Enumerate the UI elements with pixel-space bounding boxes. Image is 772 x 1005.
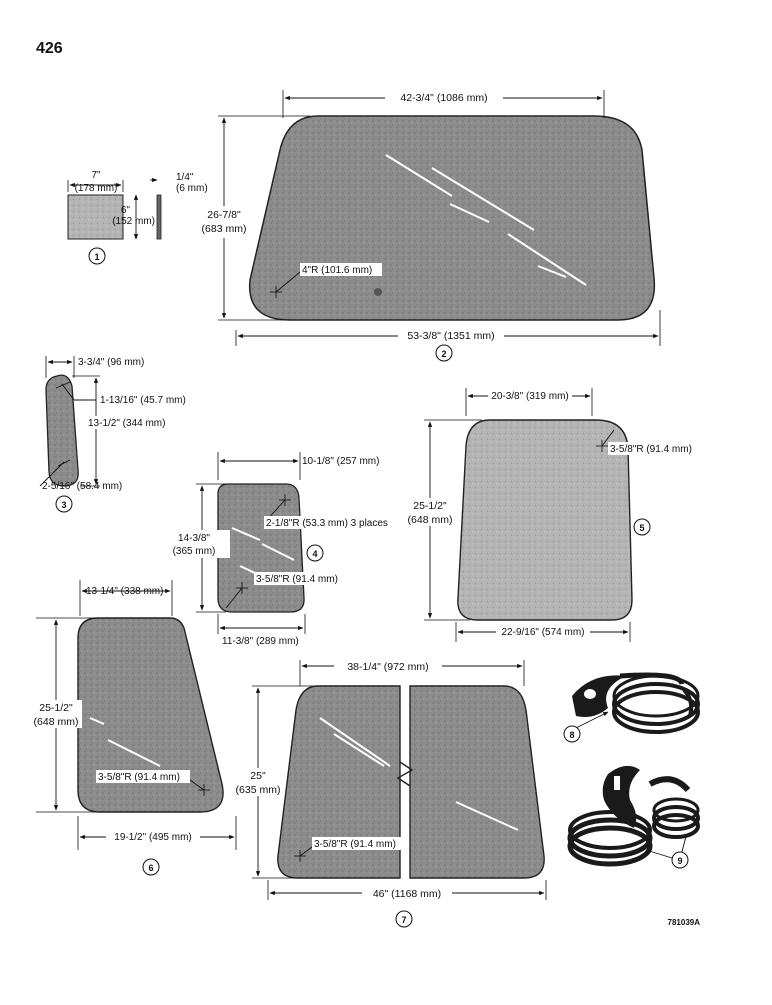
part-1-dim-width: 7" xyxy=(91,170,101,181)
part-1-dim-width-mm: (178 mm) xyxy=(74,183,118,194)
callout-5: 5 xyxy=(639,523,645,533)
callout-1: 1 xyxy=(94,252,100,262)
part-6-dim-bottom: 19-1/2" (495 mm) xyxy=(114,832,192,843)
part-3-glass xyxy=(46,375,78,486)
part-2-windshield xyxy=(198,90,660,361)
part-3-dim-top: 3-3/4" (96 mm) xyxy=(78,357,145,368)
part-2-glass xyxy=(250,116,655,320)
part-4-door-window xyxy=(173,452,394,647)
part-5-glass xyxy=(458,420,632,620)
figure-code: 781039A xyxy=(667,918,700,927)
part-4-glass xyxy=(218,484,304,612)
part-9-weatherstrip xyxy=(570,766,698,868)
callout-3: 3 xyxy=(61,500,67,510)
part-1-dim-thickness: 1/4" xyxy=(176,172,194,183)
part-6-dim-top: 13-1/4" (338 mm) xyxy=(86,586,164,597)
part-6-dim-radius: 3-5/8"R (91.4 mm) xyxy=(98,772,180,783)
callout-4: 4 xyxy=(312,549,318,559)
part-3-dim-height: 13-1/2" (344 mm) xyxy=(88,418,166,429)
part-2-dim-left: 26-7/8" xyxy=(207,209,241,221)
part-7-dim-bottom: 46" (1168 mm) xyxy=(372,888,442,900)
part-5-dim-radius: 3-5/8"R (91.4 mm) xyxy=(610,444,692,455)
part-1-dim-height-mm: (152 mm) xyxy=(112,216,155,227)
part-5-dim-left-mm: (648 mm) xyxy=(407,514,453,526)
part-4-dim-left-mm: (365 mm) xyxy=(172,546,216,557)
part-7-large-window xyxy=(232,659,546,927)
callout-6: 6 xyxy=(148,863,154,873)
part-4-dim-left: 14-3/8" xyxy=(178,533,210,544)
part-7-glass-right xyxy=(410,686,544,878)
part-2-dim-bottom: 53-3/8" (1351 mm) xyxy=(407,330,495,342)
page-number: 426 xyxy=(36,40,63,57)
part-3-dim-radius-bottom: 2-5/16" (58.4 mm) xyxy=(42,481,123,492)
part-3-dim-radius-top: 1-13/16" (45.7 mm) xyxy=(100,395,186,406)
part-5-dim-top: 20-3/8" (319 mm) xyxy=(491,391,569,402)
part-5-dim-bottom: 22-9/16" (574 mm) xyxy=(501,627,585,638)
callout-8: 8 xyxy=(569,730,575,740)
part-2-dim-top: 42-3/4" (1086 mm) xyxy=(400,92,488,104)
part-2-dim-left-mm: (683 mm) xyxy=(201,223,247,235)
part-1-edge xyxy=(157,195,161,239)
part-1-spacer xyxy=(68,170,208,264)
callout-9: 9 xyxy=(677,856,683,866)
part-7-dim-left-mm: (635 mm) xyxy=(235,784,281,796)
part-4-dim-radius-top: 2-1/8"R (53.3 mm) 3 places xyxy=(266,518,388,529)
callout-2: 2 xyxy=(441,349,447,359)
part-6-dim-left-mm: (648 mm) xyxy=(33,716,79,728)
part-4-dim-bottom: 11-3/8" (289 mm) xyxy=(222,636,299,647)
callout-7: 7 xyxy=(401,915,407,925)
part-6-side-window xyxy=(30,580,236,875)
part-5-dim-left: 25-1/2" xyxy=(413,500,447,512)
part-4-dim-top: 10-1/8" (257 mm) xyxy=(302,456,380,467)
part-1-dim-height: 6" xyxy=(120,205,130,216)
part-5-rear-window xyxy=(404,388,700,642)
part-3-small-window xyxy=(40,356,186,512)
part-2-dim-radius: 4"R (101.6 mm) xyxy=(302,265,373,276)
part-6-dim-left: 25-1/2" xyxy=(39,702,73,714)
part-4-dim-radius-bottom: 3-5/8"R (91.4 mm) xyxy=(256,574,338,585)
part-1-dim-thickness-mm: (6 mm) xyxy=(176,183,208,194)
part-7-dim-radius: 3-5/8"R (91.4 mm) xyxy=(314,839,396,850)
part-8-weatherstrip xyxy=(564,675,698,742)
part-7-dim-top: 38-1/4" (972 mm) xyxy=(347,661,429,673)
part-7-dim-left: 25" xyxy=(250,770,266,782)
